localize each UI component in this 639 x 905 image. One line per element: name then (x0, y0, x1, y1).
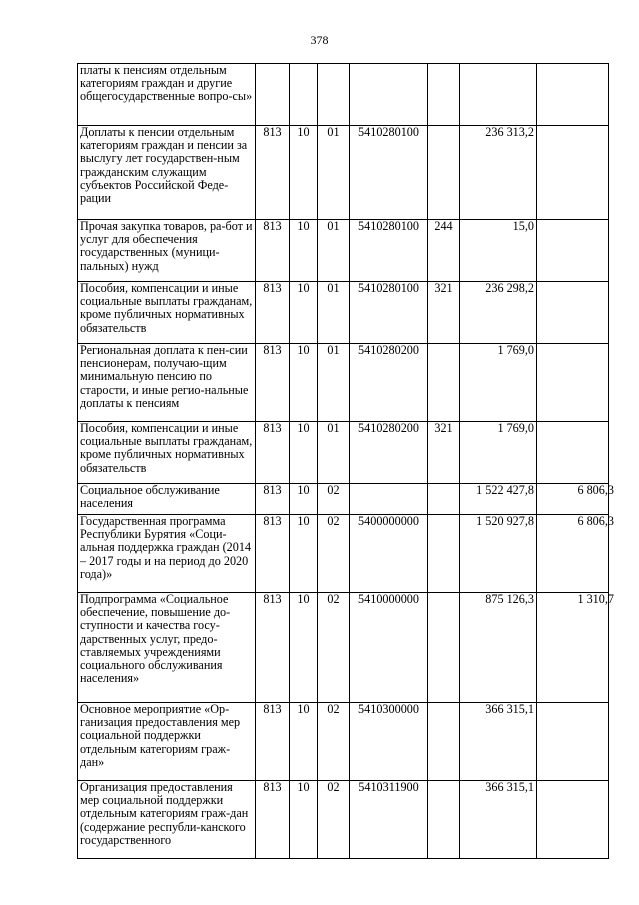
row-name: Подпрограмма «Социальное обеспечение, повышение до-ступности и качества госу-дарственных услуг, предо-ставляемых учреждениями социального обслуживания населения» (78, 593, 256, 703)
row-ministry (256, 64, 290, 126)
row-extra-value: 1 310,7 (577, 592, 614, 606)
row-amount: 1 520 927,8 (460, 515, 537, 593)
row-amount: 236 298,2 (460, 282, 537, 344)
row-expense-type (428, 593, 460, 703)
table-row (78, 64, 609, 126)
row-target: 5410000000 (350, 593, 428, 703)
budget-table (77, 63, 614, 859)
row-name: Организация предоставления мер социальной поддержки отдельным категориям граж-дан (содержание республи-канского государственного (78, 781, 256, 859)
row-name: платы к пенсиям отдельным категориям граждан и другие общегосударственные вопро-сы» (78, 64, 256, 126)
table-row (78, 220, 609, 282)
row-amount: 15,0 (460, 220, 537, 282)
table-row (78, 344, 609, 422)
row-name: Пособия, компенсации и иные социальные выплаты гражданам, кроме публичных нормативных обязательств (78, 282, 256, 344)
row-extra-value: 6 806,3 (577, 514, 614, 528)
row-target: 5410280100 (350, 126, 428, 220)
row-amount (460, 64, 537, 126)
row-expense-type (428, 344, 460, 422)
row-target: 5410311900 (350, 781, 428, 859)
row-extra (537, 220, 609, 282)
row-ministry: 813 (256, 282, 290, 344)
row-expense-type (428, 515, 460, 593)
row-amount: 366 315,1 (460, 703, 537, 781)
row-subsection: 02 (318, 515, 350, 593)
row-target: 5410280200 (350, 422, 428, 484)
row-ministry: 813 (256, 220, 290, 282)
row-extra-value: 6 806,3 (577, 483, 614, 497)
row-name: Государственная программа Республики Бурятия «Соци-альная поддержка граждан (2014 – 2017 годы и на период до 2020 года)» (78, 515, 256, 593)
table-row (78, 282, 609, 344)
row-extra (537, 126, 609, 220)
row-expense-type: 244 (428, 220, 460, 282)
row-section: 10 (290, 422, 318, 484)
row-expense-type (428, 484, 460, 515)
row-amount: 1 769,0 (460, 344, 537, 422)
row-section: 10 (290, 515, 318, 593)
row-section: 10 (290, 220, 318, 282)
row-extra (537, 483, 614, 515)
row-subsection: 01 (318, 422, 350, 484)
row-extra (537, 781, 609, 859)
row-ministry: 813 (256, 781, 290, 859)
row-subsection: 01 (318, 282, 350, 344)
row-name: Прочая закупка товаров, ра-бот и услуг для обеспечения государственных (муници-пальных) нужд (78, 220, 256, 282)
row-section: 10 (290, 484, 318, 515)
row-target (350, 484, 428, 515)
row-ministry: 813 (256, 344, 290, 422)
row-expense-type (428, 781, 460, 859)
row-section: 10 (290, 703, 318, 781)
row-expense-type (428, 64, 460, 126)
row-section: 10 (290, 593, 318, 703)
row-ministry: 813 (256, 515, 290, 593)
row-ministry: 813 (256, 593, 290, 703)
row-target: 5410280200 (350, 344, 428, 422)
row-subsection: 01 (318, 220, 350, 282)
row-amount: 875 126,3 (460, 593, 537, 703)
row-extra (537, 703, 609, 781)
row-name: Пособия, компенсации и иные социальные выплаты гражданам, кроме публичных нормативных обязательств (78, 422, 256, 484)
row-expense-type (428, 126, 460, 220)
row-extra (537, 592, 614, 703)
row-target: 5410300000 (350, 703, 428, 781)
row-amount: 1 769,0 (460, 422, 537, 484)
row-target: 5400000000 (350, 515, 428, 593)
row-amount: 1 522 427,8 (460, 484, 537, 515)
table-row (78, 515, 609, 593)
row-extra (537, 64, 609, 126)
table-row (78, 703, 609, 781)
row-subsection: 01 (318, 126, 350, 220)
table-row (78, 422, 609, 484)
row-extra (537, 344, 609, 422)
row-ministry: 813 (256, 422, 290, 484)
row-ministry: 813 (256, 703, 290, 781)
row-ministry: 813 (256, 484, 290, 515)
row-amount: 236 313,2 (460, 126, 537, 220)
row-section: 10 (290, 781, 318, 859)
row-section (290, 64, 318, 126)
table-row (78, 593, 609, 703)
row-amount: 366 315,1 (460, 781, 537, 859)
table-row (78, 126, 609, 220)
row-subsection: 02 (318, 593, 350, 703)
row-extra (537, 422, 609, 484)
table-row (78, 484, 609, 515)
row-expense-type (428, 703, 460, 781)
row-expense-type: 321 (428, 282, 460, 344)
row-section: 10 (290, 126, 318, 220)
row-name: Основное мероприятие «Ор-ганизация предоставления мер социальной поддержки отдельным категориям граж-дан» (78, 703, 256, 781)
row-name: Социальное обслуживание населения (78, 484, 256, 515)
row-target (350, 64, 428, 126)
row-section: 10 (290, 344, 318, 422)
row-subsection: 01 (318, 344, 350, 422)
row-subsection (318, 64, 350, 126)
row-expense-type: 321 (428, 422, 460, 484)
row-target: 5410280100 (350, 282, 428, 344)
row-extra (537, 514, 614, 593)
table-row (78, 781, 609, 859)
row-ministry: 813 (256, 126, 290, 220)
row-name: Доплаты к пенсии отдельным категориям граждан и пенсии за выслугу лет государствен-ным гражданским служащим субъектов Российской Феде-рации (78, 126, 256, 220)
row-name: Региональная доплата к пен-сии пенсионерам, получаю-щим минимальную пенсию по старости, и иные регио-нальные доплаты к пенсиям (78, 344, 256, 422)
row-target: 5410280100 (350, 220, 428, 282)
row-subsection: 02 (318, 703, 350, 781)
page-number: 378 (310, 33, 329, 47)
row-subsection: 02 (318, 781, 350, 859)
row-section: 10 (290, 282, 318, 344)
row-subsection: 02 (318, 484, 350, 515)
row-extra (537, 282, 609, 344)
